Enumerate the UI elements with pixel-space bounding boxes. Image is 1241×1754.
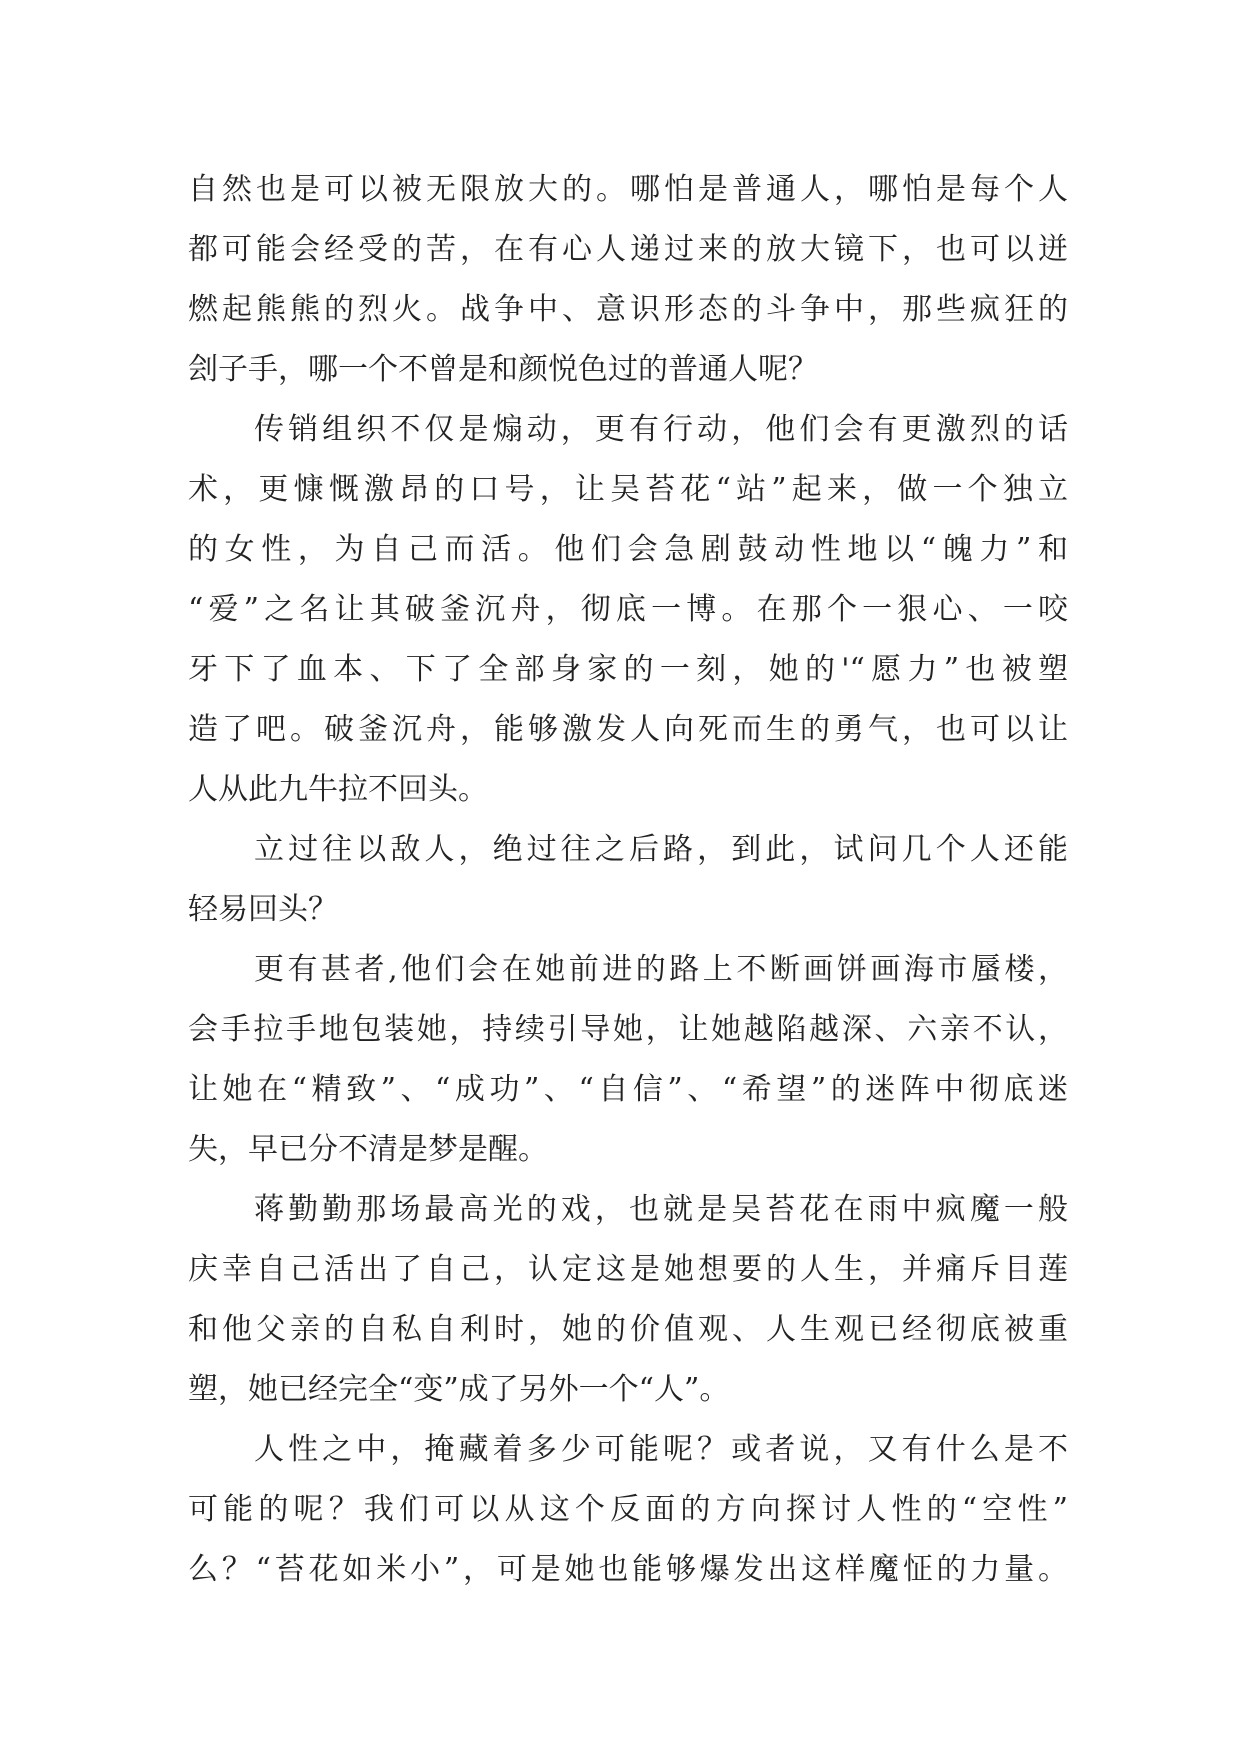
text-line: 塑，她已经完全“变”成了另外一个“人”。: [188, 1372, 730, 1407]
paragraph-first-line: 立过往以敌人，绝过往之后路，到此，试问几个人还能: [254, 832, 1068, 867]
paragraph-first-line: 蒋勤勤那场最高光的戏，也就是吴苔花在雨中疯魔一般: [254, 1192, 1068, 1227]
text-line: 都可能会经受的苦，在有心人递过来的放大镜下，也可以迸: [188, 232, 1068, 267]
text-line: 术，更慷慨激昂的口号，让吴苔花“站”起来，做一个独立: [188, 472, 1068, 507]
text-line: 轻易回头？: [188, 892, 338, 927]
text-line: 失，早已分不清是梦是醒。: [188, 1132, 548, 1167]
text-line: 刽子手，哪一个不曾是和颜悦色过的普通人呢？: [188, 352, 818, 387]
body-text: [188, 160, 1068, 1600]
text-line: 么？“苔花如米小”，可是她也能够爆发出这样魔怔的力量。: [188, 1552, 1068, 1587]
text-line: 造了吧。破釜沉舟，能够激发人向死而生的勇气，也可以让: [188, 712, 1068, 747]
paragraph-first-line: 人性之中，掩藏着多少可能呢？或者说，又有什么是不: [254, 1432, 1068, 1467]
text-line: 会手拉手地包装她，持续引导她，让她越陷越深、六亲不认，: [188, 1012, 1068, 1047]
text-line: 牙下了血本、下了全部身家的一刻，她的'“愿力”也被塑: [188, 652, 1068, 687]
text-line: 人从此九牛拉不回头。: [188, 772, 488, 807]
paragraph-first-line: 更有甚者,他们会在她前进的路上不断画饼画海市蜃楼，: [254, 952, 1068, 987]
text-line: 的女性，为自己而活。他们会急剧鼓动性地以“魄力”和: [188, 532, 1068, 567]
paragraph-first-line: 传销组织不仅是煽动，更有行动，他们会有更激烈的话: [254, 412, 1068, 447]
text-line: 可能的呢？我们可以从这个反面的方向探讨人性的“空性”: [188, 1492, 1068, 1527]
text-line: 自然也是可以被无限放大的。哪怕是普通人，哪怕是每个人: [188, 172, 1068, 207]
text-line: “爱”之名让其破釜沉舟，彻底一博。在那个一狠心、一咬: [188, 592, 1068, 627]
text-line: 庆幸自己活出了自己，认定这是她想要的人生，并痛斥目莲: [188, 1252, 1068, 1287]
text-line: 和他父亲的自私自利时，她的价值观、人生观已经彻底被重: [188, 1312, 1068, 1347]
text-line: 让她在“精致”、“成功”、“自信”、“希望”的迷阵中彻底迷: [188, 1072, 1068, 1107]
text-line: 燃起熊熊的烈火。战争中、意识形态的斗争中，那些疯狂的: [188, 292, 1068, 327]
